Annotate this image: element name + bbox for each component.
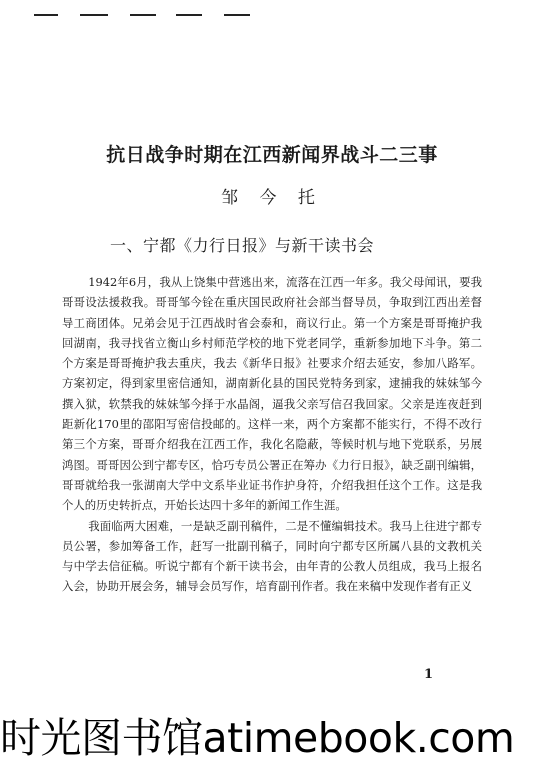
page-number: 1: [424, 667, 434, 682]
article-body: [62, 272, 482, 597]
paragraph: 1942年6月，我从上饶集中营逃出来，流落在江西一年多。我父母闻讯，要我哥哥设法援救我。哥哥邹今铨在重庆国民政府社会部当督导员，争取到江西出差督导工商团体。兄弟会见于江西战时省会泰和，商议行止。第一个方案是哥哥掩护我回湖南，我寻找省立衡山乡村师范学校的地下党老同学，重新参加地下斗争。第二个方案是哥哥掩护我去重庆，我去《新华日报》社要求介绍去延安，参加八路军。方案初定，得到家里密信通知，湖南新化县的国民党特务到家，逮捕我的妹妹邹今撰入狱，软禁我的妹妹邹今择于水晶阁，逼我父亲写信召我回家。父亲是连夜赶到距新化170里的邵阳写密信投邮的。这样一来，两个方案都不能实行，不得不改行第三个方案，哥哥介绍我在江西工作，我化名隐蔽，等候时机与地下党联系，另展鸿图。哥哥因公到宁都专区，恰巧专员公署正在筹办《力行日报》，缺乏副刊编辑，哥哥就给我一张湖南大学中文系毕业证书作护身符，介绍我担任这个工作。这是我个人的历史转折点，开始长达四十多年的新闻工作生涯。: [62, 275, 482, 513]
author-name: 邹 今 托: [221, 188, 323, 208]
paragraph: 我面临两大困难，一是缺乏副刊稿件，二是不懂编辑技术。我马上往进宁都专员公署，参加筹备工作，赶写一批副刊稿子，同时向宁都专区所属八县的文教机关与中学去信征稿。听说宁都有个新干读书会，由年青的公教人员组成，我马上报名入会，协助开展会务，辅导会员写作，培育副刊作者。我在来稿中发现作者有正义: [62, 518, 482, 594]
header-rule-marks: [34, 8, 254, 20]
section-heading: 一、宁都《力行日报》与新干读书会: [110, 236, 375, 255]
watermark-banner: 时光图书馆atimebook.com: [0, 708, 544, 768]
article-title: 抗日战争时期在江西新闻界战斗二三事: [106, 144, 438, 166]
